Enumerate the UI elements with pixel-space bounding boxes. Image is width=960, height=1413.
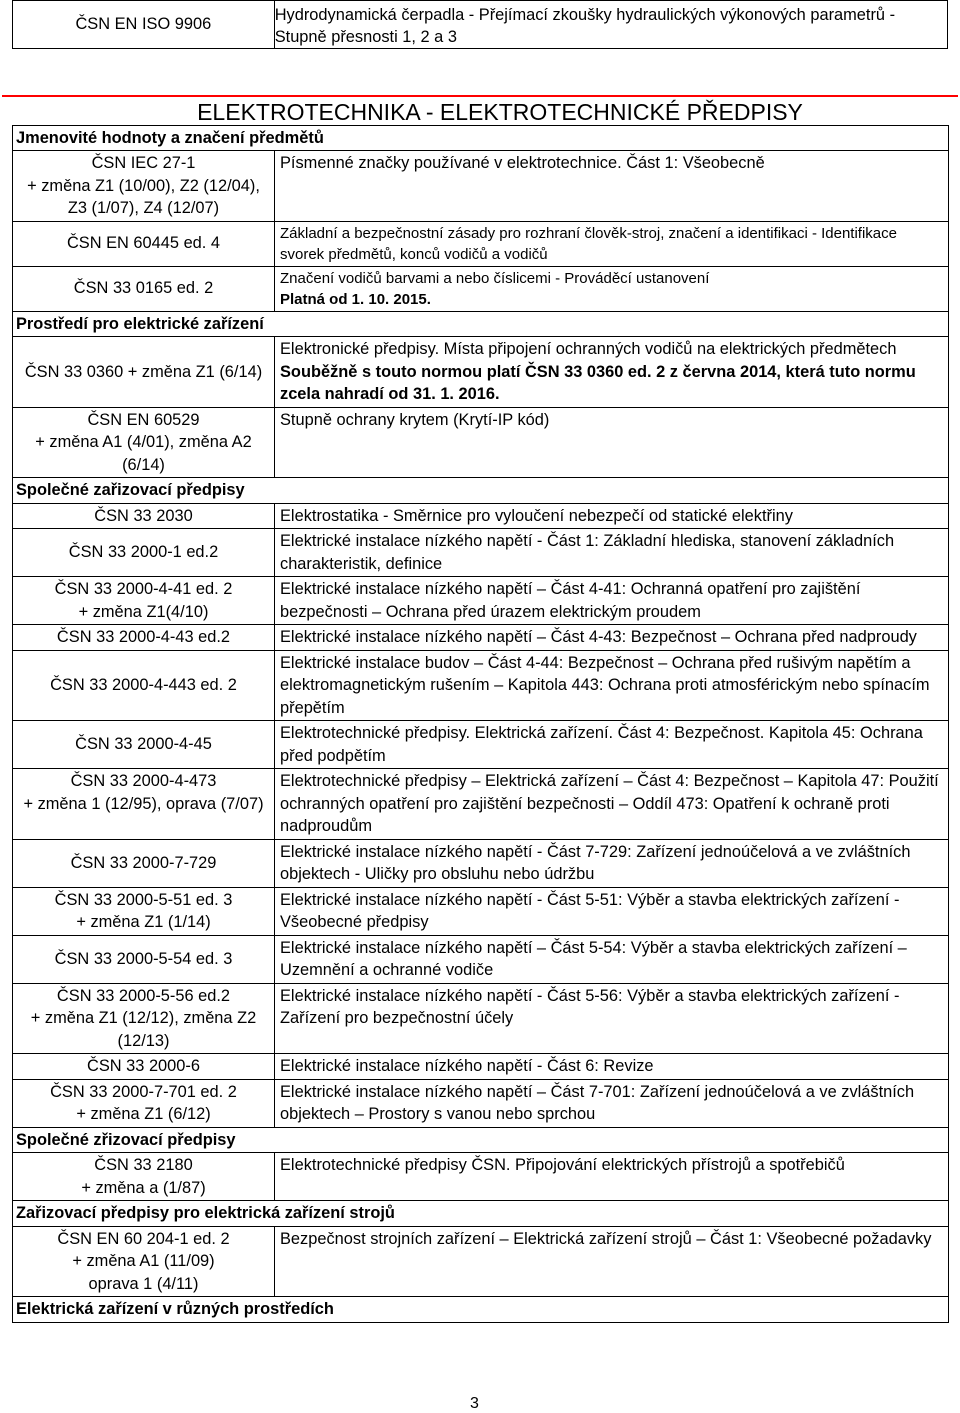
standard-description: Značení vodičů barvami a nebo číslicemi - Prováděcí ustanovení bbox=[280, 269, 710, 287]
banner bbox=[2, 97, 958, 125]
standard-description: Elektrické instalace nízkého napětí - Část 7-729: Zařízení jednoúčelová a ve zvláštních objektech - Uličky pro obsluhu nebo údržbu bbox=[275, 839, 949, 887]
table-row bbox=[13, 337, 949, 408]
table-row bbox=[13, 935, 949, 983]
table-row bbox=[13, 839, 949, 887]
standard-code: ČSN 33 2030 bbox=[13, 503, 275, 529]
standard-code: ČSN 33 2000-4-45 bbox=[13, 721, 275, 769]
banner-title: ELEKTROTECHNIKA - ELEKTROTECHNICKÉ PŘEDPISY bbox=[197, 99, 803, 125]
table-row bbox=[13, 1079, 949, 1127]
table-row bbox=[13, 887, 949, 935]
banner-frame bbox=[2, 95, 958, 125]
section-heading: Společné zřizovací předpisy bbox=[13, 1127, 949, 1153]
standard-description-cell bbox=[275, 266, 949, 311]
standards-table bbox=[12, 95, 949, 1323]
table-row bbox=[13, 503, 949, 529]
standard-description: Elektronické předpisy. Místa připojení ochranných vodičů na elektrických předmětech bbox=[280, 340, 897, 358]
standard-description: Písmenné značky používané v elektrotechnice. Část 1: Všeobecně bbox=[275, 151, 949, 222]
section-heading: Společné zařizovací předpisy bbox=[13, 478, 949, 504]
standard-code: ČSN 33 2000-4-43 ed.2 bbox=[13, 625, 275, 651]
table-row bbox=[13, 721, 949, 769]
standard-description: Elektrické instalace nízkého napětí – Část 7-701: Zařízení jednoúčelová a ve zvláštních objektech – Prostory s vanou nebo sprchou bbox=[275, 1079, 949, 1127]
standard-description: Elektrotechnické předpisy ČSN. Připojování elektrických přístrojů a spotřebičů bbox=[275, 1153, 949, 1201]
standard-description-cell bbox=[275, 337, 949, 408]
standard-code: ČSN 33 2000-5-56 ed.2 + změna Z1 (12/12), změna Z2 (12/13) bbox=[13, 983, 275, 1054]
table-row bbox=[13, 983, 949, 1054]
section-heading: Zařizovací předpisy pro elektrická zařízení strojů bbox=[13, 1201, 949, 1227]
table-row bbox=[13, 769, 949, 840]
standard-code: ČSN 33 2000-7-701 ed. 2 + změna Z1 (6/12) bbox=[13, 1079, 275, 1127]
standard-code: ČSN 33 2000-4-41 ed. 2 + změna Z1(4/10) bbox=[13, 577, 275, 625]
standard-code: ČSN 33 0360 + změna Z1 (6/14) bbox=[13, 337, 275, 408]
standard-code: ČSN EN 60445 ed. 4 bbox=[13, 221, 275, 266]
standard-description: Elektrotechnické předpisy. Elektrická zařízení. Část 4: Bezpečnost. Kapitola 45: Ochrana před podpětím bbox=[275, 721, 949, 769]
standard-code: ČSN 33 2000-1 ed.2 bbox=[13, 529, 275, 577]
section-heading: Jmenovité hodnoty a značení předmětů bbox=[13, 125, 949, 151]
standard-code: ČSN 33 2000-4-443 ed. 2 bbox=[13, 650, 275, 721]
standard-description: Stupně ochrany krytem (Krytí-IP kód) bbox=[275, 407, 949, 478]
standard-description: Elektrické instalace nízkého napětí - Část 1: Základní hlediska, stanovení základních charakteristik, definice bbox=[275, 529, 949, 577]
table-row bbox=[13, 625, 949, 651]
page-number: 3 bbox=[470, 1395, 479, 1412]
table-row bbox=[13, 650, 949, 721]
table-row bbox=[13, 577, 949, 625]
table-row bbox=[13, 221, 949, 266]
validity-note: Souběžně s touto normou platí ČSN 33 0360 ed. 2 z června 2014, která tuto normu zcela nahradí od 31. 1. 2016. bbox=[280, 362, 916, 403]
top-title: Hydrodynamická čerpadla - Přejímací zkoušky hydraulických výkonových parametrů - Stupně přesnosti 1, 2 a 3 bbox=[274, 1, 947, 49]
standard-description: Elektrické instalace nízkého napětí – Část 4-43: Bezpečnost – Ochrana před nadproudy bbox=[275, 625, 949, 651]
table-row bbox=[13, 151, 949, 222]
table-row bbox=[13, 1054, 949, 1080]
standard-code: ČSN EN 60529 + změna A1 (4/01), změna A2 (6/14) bbox=[13, 407, 275, 478]
standard-description: Elektrické instalace nízkého napětí – Část 4-41: Ochranná opatření pro zajištění bezpečnosti – Ochrana před úrazem elektrickým proudem bbox=[275, 577, 949, 625]
standard-description: Elektrické instalace nízkého napětí – Část 5-54: Výběr a stavba elektrických zařízení – Uzemnění a ochranné vodiče bbox=[275, 935, 949, 983]
validity-note: Platná od 1. 10. 2015. bbox=[280, 290, 431, 308]
standard-description: Elektrické instalace nízkého napětí - Část 5-56: Výběr a stavba elektrických zařízení - Zařízení pro bezpečnostní účely bbox=[275, 983, 949, 1054]
standard-code: ČSN 33 2000-5-54 ed. 3 bbox=[13, 935, 275, 983]
table-row bbox=[13, 1153, 949, 1201]
standard-code: ČSN 33 2180 + změna a (1/87) bbox=[13, 1153, 275, 1201]
standard-code: ČSN 33 2000-7-729 bbox=[13, 839, 275, 887]
standard-description: Základní a bezpečnostní zásady pro rozhraní člověk-stroj, značení a identifikaci - Identifikace svorek předmětů, konců vodičů a vodičů bbox=[275, 221, 949, 266]
standard-description: Elektrické instalace budov – Část 4-44: Bezpečnost – Ochrana před rušivým napětím a elektromagnetickým rušením – Kapitola 443: Ochrana proti atmosférickým nebo spínacím přepětím bbox=[275, 650, 949, 721]
standard-description: Elektrostatika - Směrnice pro vyloučení nebezpečí od statické elektřiny bbox=[275, 503, 949, 529]
standard-code: ČSN IEC 27-1 + změna Z1 (10/00), Z2 (12/04), Z3 (1/07), Z4 (12/07) bbox=[13, 151, 275, 222]
section-heading: Elektrická zařízení v různých prostředích bbox=[13, 1297, 949, 1323]
top-code: ČSN EN ISO 9906 bbox=[13, 1, 275, 49]
standard-code: ČSN 33 0165 ed. 2 bbox=[13, 266, 275, 311]
standard-description: Elektrotechnické předpisy – Elektrická zařízení – Část 4: Bezpečnost – Kapitola 47: Použití ochranných opatření pro zajištění bezpečnosti – Oddíl 473: Opatření k ochraně proti nadproudům bbox=[275, 769, 949, 840]
standard-description: Elektrické instalace nízkého napětí - Část 5-51: Výběr a stavba elektrických zařízení - Všeobecné předpisy bbox=[275, 887, 949, 935]
table-row bbox=[13, 1226, 949, 1297]
standard-description: Bezpečnost strojních zařízení – Elektrická zařízení strojů – Část 1: Všeobecné požadavky bbox=[275, 1226, 949, 1297]
standard-code: ČSN 33 2000-4-473 + změna 1 (12/95), oprava (7/07) bbox=[13, 769, 275, 840]
table-row bbox=[13, 407, 949, 478]
standard-code: ČSN 33 2000-6 bbox=[13, 1054, 275, 1080]
standard-code: ČSN 33 2000-5-51 ed. 3 + změna Z1 (1/14) bbox=[13, 887, 275, 935]
table-row bbox=[13, 529, 949, 577]
standard-description: Elektrické instalace nízkého napětí - Část 6: Revize bbox=[275, 1054, 949, 1080]
standard-code: ČSN EN 60 204-1 ed. 2 + změna A1 (11/09) oprava 1 (4/11) bbox=[13, 1226, 275, 1297]
top-table bbox=[12, 0, 948, 49]
table-row bbox=[13, 266, 949, 311]
section-heading: Prostředí pro elektrické zařízení bbox=[13, 311, 949, 337]
